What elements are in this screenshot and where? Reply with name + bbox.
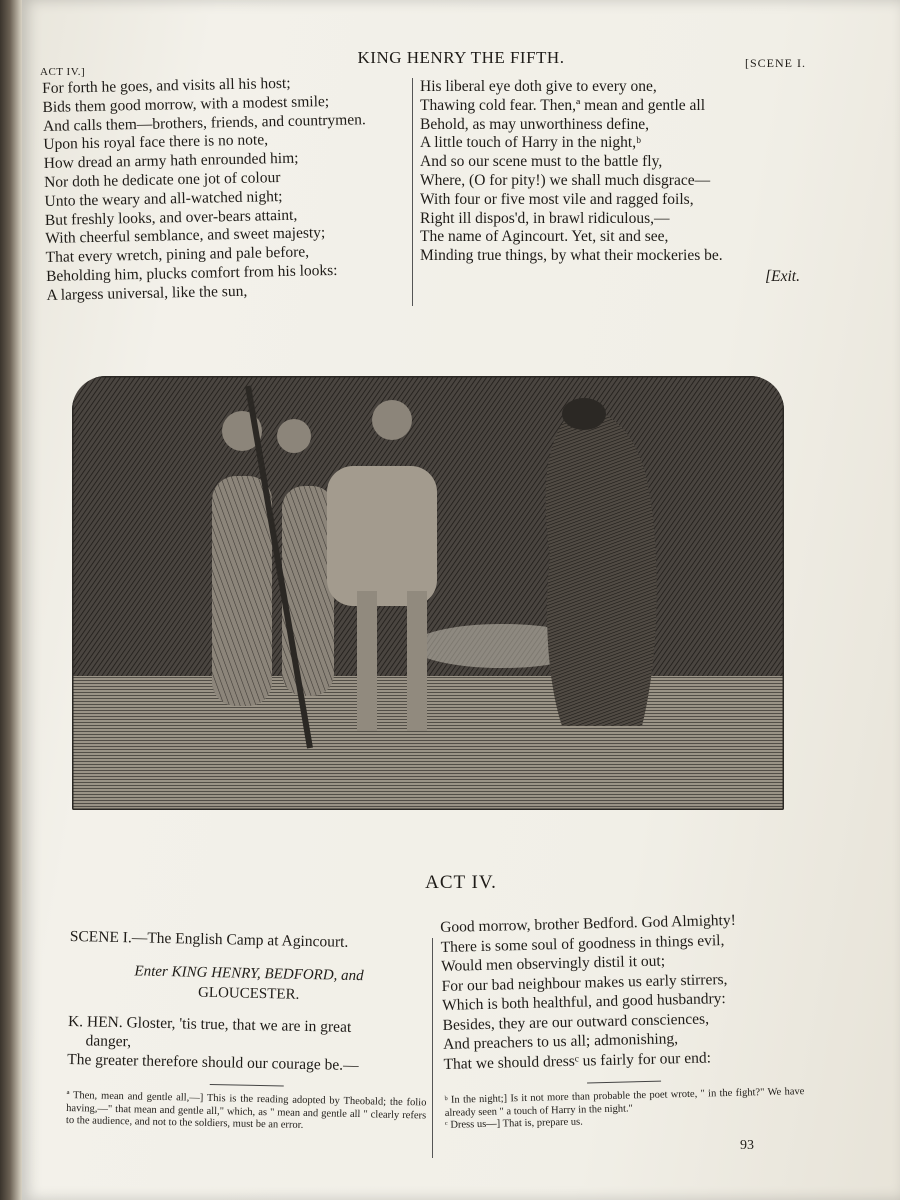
stage-direction xyxy=(68,960,429,1008)
column-divider xyxy=(412,78,413,306)
verse-line: Bids them good morrow, with a modest smile; xyxy=(42,92,330,116)
verse-line: There is some soul of goodness in things evil, xyxy=(440,931,725,956)
verse-line: With cheerful semblance, and sweet majesty; xyxy=(45,224,326,248)
verse-block xyxy=(440,909,804,1074)
speech-line: The greater therefore should our courage be.— xyxy=(67,1050,359,1075)
page-number: 93 xyxy=(740,1138,754,1153)
footnote-rule xyxy=(587,1081,661,1084)
verse-line: For forth he goes, and visits all his host; xyxy=(42,74,291,97)
verse-line: Would men observingly distil it out; xyxy=(440,952,666,975)
verse-line: That every wretch, pining and pale before, xyxy=(45,243,310,267)
verse-line: For our bad neighbour makes us early stirrers, xyxy=(441,970,728,995)
running-title: KING HENRY THE FIFTH. xyxy=(357,48,565,67)
verse-line: Besides, they are our outward consciences, xyxy=(442,1009,710,1034)
stage-direction-line: GLOUCESTER. xyxy=(197,984,300,1003)
verse-line: Thawing cold fear. Then,ª mean and gentle all xyxy=(420,96,706,114)
verse-line: A little touch of Harry in the night,ᵇ xyxy=(420,134,641,152)
verse-line: And calls them—brothers, friends, and countrymen. xyxy=(42,110,366,135)
verse-line: Beholding him, plucks comfort from his looks: xyxy=(45,261,338,285)
verse-line: Good morrow, brother Bedford. God Almighty! xyxy=(440,911,736,936)
chorus-left-column xyxy=(42,72,417,305)
book-page xyxy=(22,0,900,1200)
footnote-rule xyxy=(210,1084,284,1087)
verse-line: Minding true things, by what their mockeries be. xyxy=(420,247,723,265)
verse-line: How dread an army hath enrounded him; xyxy=(43,149,299,173)
stage-direction-line: Enter KING HENRY, BEDFORD, and xyxy=(134,963,364,985)
column-divider xyxy=(432,938,433,1158)
chorus-right-column xyxy=(420,78,800,287)
verse-line: Behold, as may unworthiness define, xyxy=(420,115,650,133)
act-heading: ACT IV. xyxy=(425,872,497,893)
verse-line: Unto the weary and all-watched night; xyxy=(44,187,283,210)
speech-line: danger, xyxy=(85,1032,132,1051)
verse-line: And so our scene must to the battle fly, xyxy=(420,153,663,171)
exit-direction: [Exit. xyxy=(765,267,800,285)
speech-line: K. HEN. Gloster, 'tis true, that we are in great xyxy=(67,1012,352,1036)
verse-line: And preachers to us all; admonishing, xyxy=(442,1030,679,1053)
verse-line: Right ill dispos'd, in brawl ridiculous,— xyxy=(420,209,670,227)
footnote-c: ᶜ Dress us—] That is, prepare us. xyxy=(444,1116,583,1131)
verse-line: The name of Agincourt. Yet, sit and see, xyxy=(420,228,669,246)
king-speech xyxy=(67,1012,428,1077)
scene-right-column xyxy=(440,909,805,1132)
verse-line: But freshly looks, and over-bears attaint, xyxy=(44,206,298,229)
verse-line: A largess universal, like the sun, xyxy=(46,282,248,304)
verse-line: Upon his royal face there is no note, xyxy=(43,131,269,154)
verse-line: That we should dressᶜ us fairly for our end: xyxy=(443,1048,712,1073)
footnote-a: ª Then, mean and gentle all,—] This is the reading adopted by Theobald; the folio having,—" that mean and gentle all," which, as " mean and gentle all " clearly refers to the audience, and not to the soldiers, must be an error. xyxy=(65,1089,427,1131)
verse-line: Which is both healthful, and good husbandry: xyxy=(441,990,726,1014)
act-marker: ACT IV.] xyxy=(40,66,86,78)
verse-line: Nor doth he dedicate one jot of colour xyxy=(43,169,281,191)
engraving-illustration xyxy=(72,376,784,810)
verse-line: His liberal eye doth give to every one, xyxy=(420,78,657,95)
verse-line: Where, (O for pity!) we shall much disgrace— xyxy=(420,171,711,189)
verse-line: With four or five most vile and ragged foils, xyxy=(420,190,694,208)
scene-left-column xyxy=(66,928,430,1135)
book-spine-edge xyxy=(0,0,22,1200)
scene-title: SCENE I.—The English Camp at Agincourt. xyxy=(69,928,349,951)
scene-marker: [SCENE I. xyxy=(745,56,806,70)
footnote-b: ᵇ In the night;] Is it not more than probable the poet wrote, " in the fight?" We have already seen " a touch of Harry in the night." xyxy=(444,1086,805,1119)
